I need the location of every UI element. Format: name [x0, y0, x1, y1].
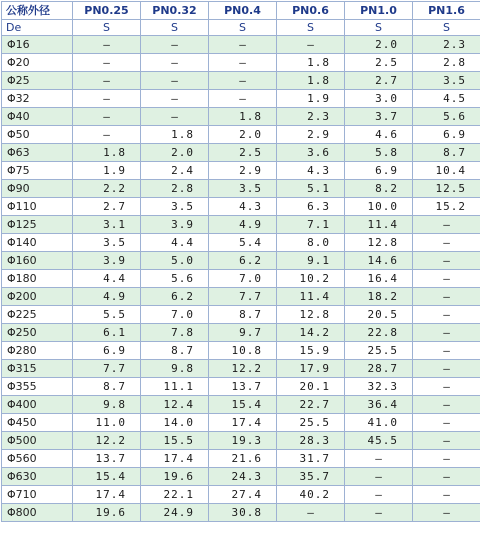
cell-outer-diameter: Φ90: [2, 180, 73, 198]
cell-wall-thickness: 2.8: [413, 54, 480, 72]
table-row: [2, 486, 480, 504]
cell-wall-thickness: 22.1: [141, 486, 209, 504]
cell-wall-thickness: 2.0: [209, 126, 277, 144]
cell-wall-thickness: —: [73, 54, 141, 72]
cell-outer-diameter: Φ20: [2, 54, 73, 72]
cell-wall-thickness: —: [413, 414, 480, 432]
cell-outer-diameter: Φ400: [2, 396, 73, 414]
cell-outer-diameter: Φ63: [2, 144, 73, 162]
cell-wall-thickness: 17.4: [209, 414, 277, 432]
cell-outer-diameter: Φ315: [2, 360, 73, 378]
cell-wall-thickness: 12.2: [73, 432, 141, 450]
cell-wall-thickness: 14.6: [345, 252, 413, 270]
cell-wall-thickness: 5.6: [413, 108, 480, 126]
cell-wall-thickness: 11.4: [277, 288, 345, 306]
table-row: [2, 144, 480, 162]
cell-wall-thickness: 8.7: [141, 342, 209, 360]
cell-wall-thickness: 7.7: [209, 288, 277, 306]
cell-wall-thickness: 11.4: [345, 216, 413, 234]
cell-wall-thickness: 4.3: [209, 198, 277, 216]
cell-wall-thickness: —: [141, 72, 209, 90]
cell-outer-diameter: Φ40: [2, 108, 73, 126]
cell-wall-thickness: 3.9: [73, 252, 141, 270]
cell-wall-thickness: 3.5: [73, 234, 141, 252]
cell-wall-thickness: 27.4: [209, 486, 277, 504]
table-row: [2, 252, 480, 270]
header-pn-0-4: PN0.4: [209, 2, 277, 20]
cell-wall-thickness: 17.4: [141, 450, 209, 468]
table-row: [2, 342, 480, 360]
cell-wall-thickness: 12.5: [413, 180, 480, 198]
cell-wall-thickness: 3.7: [345, 108, 413, 126]
header-nominal-diameter: 公称外径: [2, 2, 73, 20]
cell-wall-thickness: 8.7: [73, 378, 141, 396]
cell-wall-thickness: —: [413, 342, 480, 360]
cell-wall-thickness: —: [141, 36, 209, 54]
table-row: [2, 306, 480, 324]
cell-wall-thickness: 17.9: [277, 360, 345, 378]
cell-wall-thickness: 3.1: [73, 216, 141, 234]
cell-wall-thickness: 4.6: [345, 126, 413, 144]
cell-wall-thickness: 11.1: [141, 378, 209, 396]
cell-wall-thickness: —: [345, 468, 413, 486]
cell-wall-thickness: 41.0: [345, 414, 413, 432]
cell-wall-thickness: —: [413, 450, 480, 468]
table-row: [2, 504, 480, 522]
cell-outer-diameter: Φ200: [2, 288, 73, 306]
cell-outer-diameter: Φ500: [2, 432, 73, 450]
table-header: [2, 2, 480, 36]
cell-wall-thickness: 15.5: [141, 432, 209, 450]
cell-wall-thickness: 2.7: [73, 198, 141, 216]
cell-wall-thickness: —: [345, 486, 413, 504]
cell-wall-thickness: 32.3: [345, 378, 413, 396]
table-body: [2, 36, 480, 522]
cell-wall-thickness: 7.1: [277, 216, 345, 234]
header-pn-1-6: PN1.6: [413, 2, 480, 20]
cell-wall-thickness: 20.1: [277, 378, 345, 396]
cell-wall-thickness: 4.9: [209, 216, 277, 234]
cell-wall-thickness: —: [73, 126, 141, 144]
cell-wall-thickness: 18.2: [345, 288, 413, 306]
cell-wall-thickness: 11.0: [73, 414, 141, 432]
cell-wall-thickness: 7.7: [73, 360, 141, 378]
cell-outer-diameter: Φ280: [2, 342, 73, 360]
table-row: [2, 270, 480, 288]
table-row: [2, 450, 480, 468]
cell-wall-thickness: 25.5: [345, 342, 413, 360]
cell-wall-thickness: 9.7: [209, 324, 277, 342]
cell-wall-thickness: 13.7: [209, 378, 277, 396]
cell-wall-thickness: 1.8: [277, 54, 345, 72]
cell-outer-diameter: Φ25: [2, 72, 73, 90]
cell-wall-thickness: 5.5: [73, 306, 141, 324]
cell-wall-thickness: 1.9: [73, 162, 141, 180]
cell-wall-thickness: 10.4: [413, 162, 480, 180]
cell-outer-diameter: Φ140: [2, 234, 73, 252]
cell-outer-diameter: Φ50: [2, 126, 73, 144]
cell-outer-diameter: Φ710: [2, 486, 73, 504]
cell-wall-thickness: 24.3: [209, 468, 277, 486]
cell-wall-thickness: —: [413, 216, 480, 234]
cell-wall-thickness: —: [209, 72, 277, 90]
cell-outer-diameter: Φ110: [2, 198, 73, 216]
cell-outer-diameter: Φ125: [2, 216, 73, 234]
cell-outer-diameter: Φ180: [2, 270, 73, 288]
table-row: [2, 54, 480, 72]
cell-wall-thickness: 15.4: [73, 468, 141, 486]
cell-wall-thickness: 22.7: [277, 396, 345, 414]
cell-wall-thickness: 3.5: [209, 180, 277, 198]
cell-wall-thickness: 7.8: [141, 324, 209, 342]
pipe-wall-thickness-table: [1, 1, 480, 522]
cell-wall-thickness: —: [413, 252, 480, 270]
table-row: [2, 396, 480, 414]
cell-wall-thickness: 6.2: [141, 288, 209, 306]
cell-outer-diameter: Φ32: [2, 90, 73, 108]
cell-wall-thickness: 14.2: [277, 324, 345, 342]
cell-wall-thickness: 2.3: [277, 108, 345, 126]
cell-wall-thickness: —: [277, 36, 345, 54]
cell-wall-thickness: 14.0: [141, 414, 209, 432]
header-de: De: [2, 20, 73, 36]
cell-wall-thickness: —: [209, 54, 277, 72]
cell-wall-thickness: 19.6: [73, 504, 141, 522]
cell-wall-thickness: 8.7: [209, 306, 277, 324]
cell-wall-thickness: 2.8: [141, 180, 209, 198]
cell-wall-thickness: 15.9: [277, 342, 345, 360]
cell-wall-thickness: 36.4: [345, 396, 413, 414]
header-s: S: [277, 20, 345, 36]
cell-wall-thickness: 6.9: [73, 342, 141, 360]
cell-wall-thickness: 15.2: [413, 198, 480, 216]
cell-wall-thickness: 3.9: [141, 216, 209, 234]
cell-wall-thickness: 1.9: [277, 90, 345, 108]
cell-outer-diameter: Φ630: [2, 468, 73, 486]
cell-wall-thickness: 8.0: [277, 234, 345, 252]
cell-outer-diameter: Φ560: [2, 450, 73, 468]
cell-wall-thickness: 4.5: [413, 90, 480, 108]
cell-wall-thickness: 30.8: [209, 504, 277, 522]
cell-wall-thickness: 2.7: [345, 72, 413, 90]
header-pn-0-25: PN0.25: [73, 2, 141, 20]
cell-wall-thickness: 1.8: [209, 108, 277, 126]
cell-wall-thickness: 5.6: [141, 270, 209, 288]
table-row: [2, 108, 480, 126]
cell-wall-thickness: 4.3: [277, 162, 345, 180]
cell-wall-thickness: 1.8: [277, 72, 345, 90]
cell-outer-diameter: Φ250: [2, 324, 73, 342]
cell-wall-thickness: 28.7: [345, 360, 413, 378]
cell-wall-thickness: 45.5: [345, 432, 413, 450]
cell-outer-diameter: Φ160: [2, 252, 73, 270]
cell-wall-thickness: 19.3: [209, 432, 277, 450]
table-row: [2, 360, 480, 378]
cell-wall-thickness: 3.6: [277, 144, 345, 162]
cell-wall-thickness: —: [413, 468, 480, 486]
cell-wall-thickness: 6.1: [73, 324, 141, 342]
cell-wall-thickness: —: [141, 90, 209, 108]
cell-wall-thickness: 2.0: [345, 36, 413, 54]
table-row: [2, 72, 480, 90]
cell-wall-thickness: 5.1: [277, 180, 345, 198]
cell-wall-thickness: 6.3: [277, 198, 345, 216]
cell-wall-thickness: 24.9: [141, 504, 209, 522]
cell-wall-thickness: —: [413, 234, 480, 252]
cell-outer-diameter: Φ16: [2, 36, 73, 54]
cell-wall-thickness: 8.7: [413, 144, 480, 162]
cell-wall-thickness: 5.8: [345, 144, 413, 162]
cell-wall-thickness: —: [413, 288, 480, 306]
cell-wall-thickness: —: [73, 72, 141, 90]
cell-wall-thickness: 12.8: [277, 306, 345, 324]
cell-wall-thickness: —: [277, 504, 345, 522]
cell-wall-thickness: 10.0: [345, 198, 413, 216]
table-row: [2, 378, 480, 396]
cell-wall-thickness: 8.2: [345, 180, 413, 198]
cell-wall-thickness: 12.2: [209, 360, 277, 378]
cell-wall-thickness: 2.3: [413, 36, 480, 54]
cell-wall-thickness: —: [413, 306, 480, 324]
cell-wall-thickness: 5.4: [209, 234, 277, 252]
cell-wall-thickness: 4.4: [141, 234, 209, 252]
cell-wall-thickness: 15.4: [209, 396, 277, 414]
cell-wall-thickness: 7.0: [141, 306, 209, 324]
table-row: [2, 36, 480, 54]
cell-wall-thickness: 2.9: [209, 162, 277, 180]
cell-wall-thickness: 2.5: [209, 144, 277, 162]
cell-wall-thickness: 10.8: [209, 342, 277, 360]
cell-wall-thickness: 22.8: [345, 324, 413, 342]
header-s: S: [73, 20, 141, 36]
header-s: S: [141, 20, 209, 36]
header-s: S: [413, 20, 480, 36]
cell-outer-diameter: Φ450: [2, 414, 73, 432]
cell-wall-thickness: —: [209, 36, 277, 54]
cell-wall-thickness: 21.6: [209, 450, 277, 468]
cell-wall-thickness: 2.0: [141, 144, 209, 162]
cell-wall-thickness: 6.9: [413, 126, 480, 144]
cell-outer-diameter: Φ355: [2, 378, 73, 396]
cell-wall-thickness: —: [73, 108, 141, 126]
cell-wall-thickness: 12.4: [141, 396, 209, 414]
cell-wall-thickness: 35.7: [277, 468, 345, 486]
cell-wall-thickness: 6.2: [209, 252, 277, 270]
cell-wall-thickness: —: [413, 360, 480, 378]
cell-wall-thickness: —: [73, 90, 141, 108]
cell-wall-thickness: 10.2: [277, 270, 345, 288]
cell-wall-thickness: —: [413, 396, 480, 414]
cell-wall-thickness: —: [73, 36, 141, 54]
cell-wall-thickness: 12.8: [345, 234, 413, 252]
cell-wall-thickness: 2.9: [277, 126, 345, 144]
cell-wall-thickness: —: [413, 432, 480, 450]
table-row: [2, 414, 480, 432]
cell-wall-thickness: 3.5: [413, 72, 480, 90]
cell-wall-thickness: 9.8: [73, 396, 141, 414]
cell-wall-thickness: 28.3: [277, 432, 345, 450]
table-row: [2, 198, 480, 216]
cell-wall-thickness: —: [141, 108, 209, 126]
cell-wall-thickness: 9.1: [277, 252, 345, 270]
cell-wall-thickness: 17.4: [73, 486, 141, 504]
table-row: [2, 162, 480, 180]
cell-wall-thickness: —: [345, 450, 413, 468]
cell-wall-thickness: 1.8: [141, 126, 209, 144]
cell-outer-diameter: Φ75: [2, 162, 73, 180]
table-row: [2, 90, 480, 108]
cell-wall-thickness: 4.4: [73, 270, 141, 288]
cell-wall-thickness: 3.5: [141, 198, 209, 216]
table-row: [2, 324, 480, 342]
table-row: [2, 180, 480, 198]
cell-wall-thickness: 4.9: [73, 288, 141, 306]
table-row: [2, 432, 480, 450]
cell-wall-thickness: —: [141, 54, 209, 72]
cell-wall-thickness: —: [413, 486, 480, 504]
table-row: [2, 216, 480, 234]
header-pn-0-32: PN0.32: [141, 2, 209, 20]
table-row: [2, 234, 480, 252]
cell-wall-thickness: —: [413, 324, 480, 342]
cell-wall-thickness: —: [413, 504, 480, 522]
header-pn-0-6: PN0.6: [277, 2, 345, 20]
cell-wall-thickness: 2.5: [345, 54, 413, 72]
header-pn-1-0: PN1.0: [345, 2, 413, 20]
cell-wall-thickness: 9.8: [141, 360, 209, 378]
cell-outer-diameter: Φ225: [2, 306, 73, 324]
cell-wall-thickness: 19.6: [141, 468, 209, 486]
cell-wall-thickness: 13.7: [73, 450, 141, 468]
cell-wall-thickness: —: [413, 270, 480, 288]
cell-wall-thickness: 7.0: [209, 270, 277, 288]
cell-wall-thickness: 16.4: [345, 270, 413, 288]
cell-wall-thickness: 3.0: [345, 90, 413, 108]
cell-wall-thickness: 2.4: [141, 162, 209, 180]
cell-wall-thickness: 31.7: [277, 450, 345, 468]
cell-wall-thickness: 40.2: [277, 486, 345, 504]
cell-outer-diameter: Φ800: [2, 504, 73, 522]
cell-wall-thickness: 25.5: [277, 414, 345, 432]
cell-wall-thickness: 20.5: [345, 306, 413, 324]
table-row: [2, 288, 480, 306]
cell-wall-thickness: —: [209, 90, 277, 108]
cell-wall-thickness: 6.9: [345, 162, 413, 180]
header-s: S: [209, 20, 277, 36]
cell-wall-thickness: —: [413, 378, 480, 396]
table-row: [2, 468, 480, 486]
header-s: S: [345, 20, 413, 36]
cell-wall-thickness: 2.2: [73, 180, 141, 198]
cell-wall-thickness: —: [345, 504, 413, 522]
cell-wall-thickness: 1.8: [73, 144, 141, 162]
table-row: [2, 126, 480, 144]
cell-wall-thickness: 5.0: [141, 252, 209, 270]
